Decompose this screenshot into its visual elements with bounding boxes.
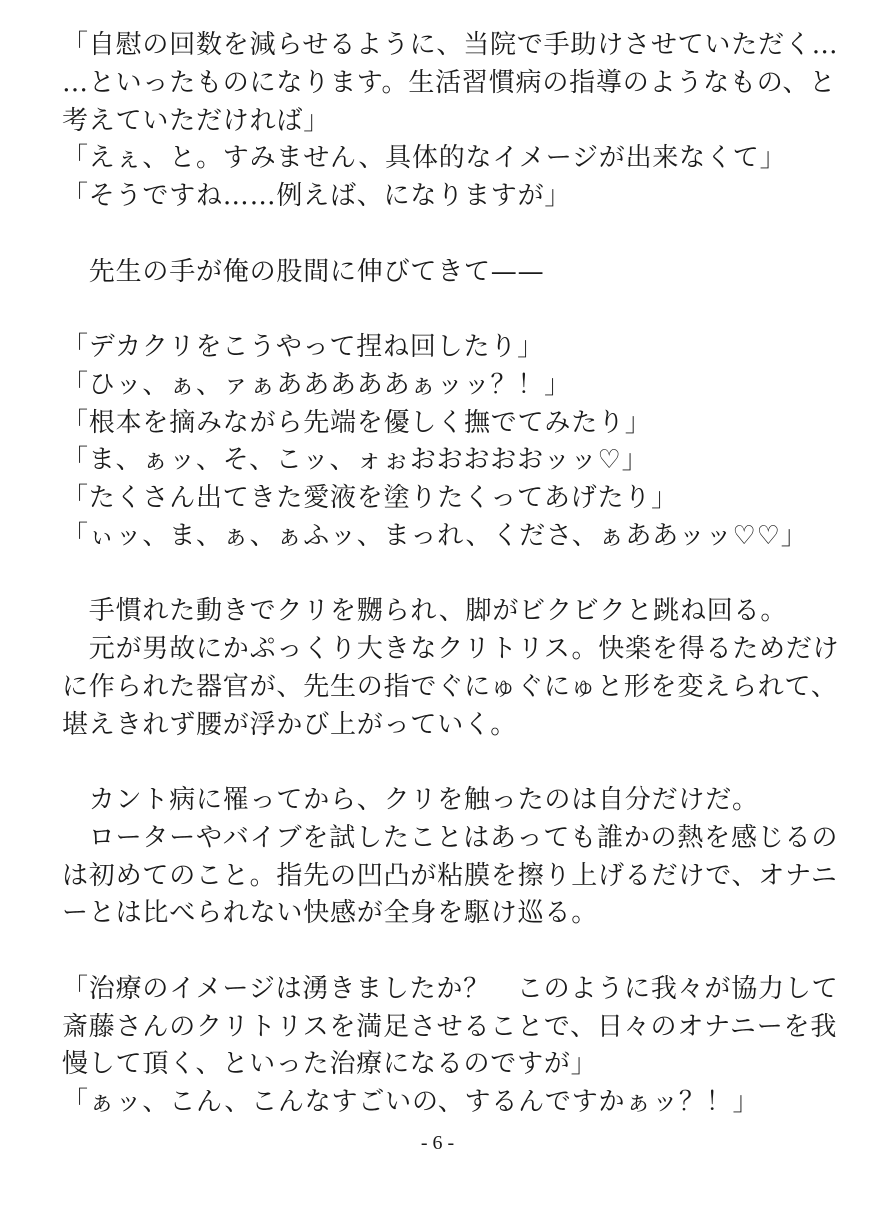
text-line: 「ぃッ、ま、ぁ、ぁふッ、まっれ、くださ、ぁああッッ♡♡」 xyxy=(62,520,808,551)
blank-line xyxy=(62,744,822,782)
text-line: ーとは比べられない快感が全身を駆け巡る。 xyxy=(62,898,599,929)
text-line: 手慣れた動きでクリを嬲られ、脚がビクビクと跳ね回る。 xyxy=(62,596,788,627)
blank-line xyxy=(62,216,822,254)
blank-line xyxy=(62,933,822,971)
text-line: …といったものになります。生活習慣病の指導のようなもの、と xyxy=(62,67,837,98)
text-line: 慢して頂く、といった治療になるのですが」 xyxy=(62,1049,598,1080)
text-line: 元が男故にかぷっくり大きなクリトリス。快楽を得るためだけ xyxy=(62,634,840,664)
text-line: に作られた器官が、先生の指でぐにゅぐにゅと形を変えられて、 xyxy=(62,671,838,702)
text-line: 「デカクリをこうやって捏ね回したり」 xyxy=(62,332,544,362)
blank-line xyxy=(62,556,822,594)
page-body xyxy=(62,27,840,1122)
page-number: - 6 - xyxy=(420,1132,455,1154)
text-line: 先生の手が俺の股間に伸びてきて—— xyxy=(62,256,545,287)
text-line: は初めてのこと。指先の凹凸が粘膜を擦り上げるだけで、オナニ xyxy=(62,860,838,891)
text-line: ローターやバイブを試したことはあっても誰かの熱を感じるの xyxy=(62,822,839,853)
text-line: 「治療のイメージは湧きましたか？ このように我々が協力して xyxy=(62,973,839,1004)
blank-line xyxy=(62,291,822,329)
text-line: 考えていただければ」 xyxy=(62,105,331,136)
text-line: 「そうですね……例えば、になりますが」 xyxy=(62,181,572,211)
text-line: 「ひッ、ぁ、ァぁあああああぁッッ？！」 xyxy=(62,369,571,400)
text-line: 堪えきれず腰が浮かび上がっていく。 xyxy=(62,709,518,740)
text-line: 「根本を摘みながら先端を優しく撫でてみたり」 xyxy=(62,407,652,438)
text-line: カント病に罹ってから、クリを触ったのは自分だけだ。 xyxy=(62,785,759,815)
text-line: 「ま、ぁッ、そ、こッ、ォぉおおおおおッッ♡」 xyxy=(62,445,649,476)
text-line: 「自慰の回数を減らせるように、当院で手助けさせていただく… xyxy=(62,30,839,60)
text-line: 「えぇ、と。すみません、具体的なイメージが出来なくて」 xyxy=(62,143,787,174)
text-line: 斎藤さんのクリトリスを満足させることで、日々のオナニーを我 xyxy=(62,1011,838,1042)
text-line: 「ぁッ、こん、こんなすごいの、するんですかぁッ？！」 xyxy=(62,1087,760,1117)
text-line: 「たくさん出てきた愛液を塗りたくってあげたり」 xyxy=(62,483,678,513)
